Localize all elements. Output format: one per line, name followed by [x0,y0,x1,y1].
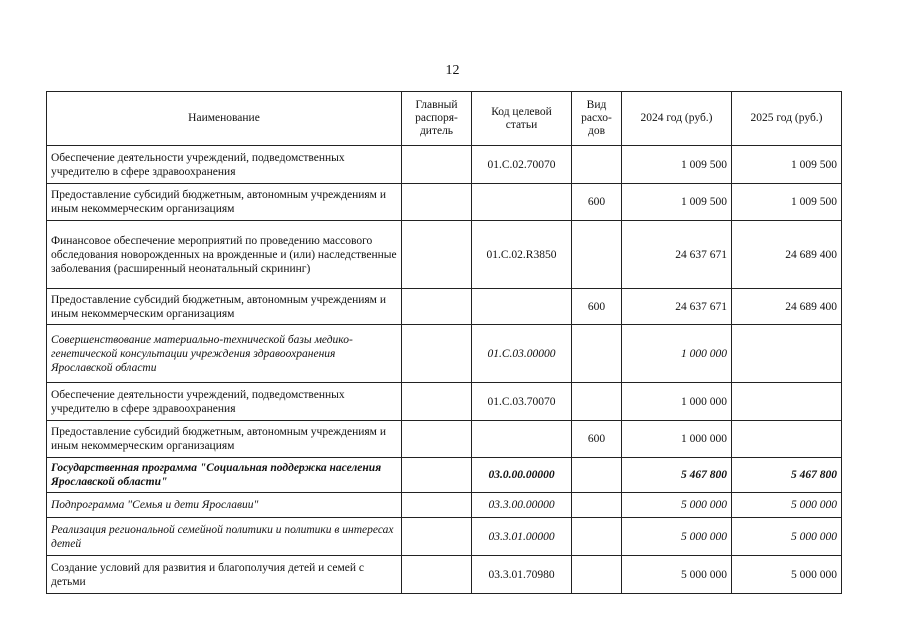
row-2025 [732,383,842,421]
table-row [47,184,842,221]
row-name: Предоставление субсидий бюджетным, автономным учреждениям и иным некоммерческим организациям [47,184,402,221]
table-row [47,146,842,184]
table-row [47,421,842,458]
row-manager [402,383,472,421]
row-code: 03.3.01.70980 [472,556,572,594]
row-manager [402,493,472,518]
row-code [472,421,572,458]
row-2025: 5 467 800 [732,458,842,493]
header-code: Код целевой статьи [472,92,572,146]
row-2024: 1 000 000 [622,383,732,421]
row-2025: 5 000 000 [732,556,842,594]
row-2025 [732,421,842,458]
row-code [472,289,572,325]
row-type [572,518,622,556]
row-2024: 5 000 000 [622,518,732,556]
row-type [572,146,622,184]
row-name: Обеспечение деятельности учреждений, подведомственных учредителю в сфере здравоохранения [47,383,402,421]
row-manager [402,325,472,383]
row-name: Подпрограмма "Семья и дети Ярославии" [47,493,402,518]
header-name: Наименование [47,92,402,146]
table-row [47,518,842,556]
row-2024: 5 000 000 [622,493,732,518]
row-2024: 1 000 000 [622,421,732,458]
table-row [47,383,842,421]
row-2024: 24 637 671 [622,221,732,289]
row-code: 01.С.03.00000 [472,325,572,383]
table-row [47,221,842,289]
row-2024: 1 000 000 [622,325,732,383]
row-2025: 24 689 400 [732,289,842,325]
header-manager: Главный распоря-дитель [402,92,472,146]
row-2025: 24 689 400 [732,221,842,289]
row-2025: 5 000 000 [732,493,842,518]
row-manager [402,146,472,184]
row-name: Создание условий для развития и благополучия детей и семей с детьми [47,556,402,594]
row-2024: 1 009 500 [622,146,732,184]
row-type [572,221,622,289]
budget-table [46,91,842,594]
row-type: 600 [572,421,622,458]
row-code: 03.3.00.00000 [472,493,572,518]
table-row [47,458,842,493]
row-2025: 1 009 500 [732,146,842,184]
row-2024: 5 467 800 [622,458,732,493]
row-2024: 24 637 671 [622,289,732,325]
header-type: Вид расхо-дов [572,92,622,146]
row-2024: 5 000 000 [622,556,732,594]
row-manager [402,518,472,556]
row-name: Финансовое обеспечение мероприятий по проведению массового обследования новорожденных на врожденные и (или) наследственные заболевания (расширенный неонатальный скрининг) [47,221,402,289]
row-2025: 1 009 500 [732,184,842,221]
page-number: 12 [445,63,460,78]
row-name: Государственная программа "Социальная поддержка населения Ярославской области" [47,458,402,493]
table-row [47,289,842,325]
row-code: 01.С.03.70070 [472,383,572,421]
row-manager [402,556,472,594]
row-name: Предоставление субсидий бюджетным, автономным учреждениям и иным некоммерческим организациям [47,289,402,325]
row-name: Предоставление субсидий бюджетным, автономным учреждениям и иным некоммерческим организациям [47,421,402,458]
row-name: Обеспечение деятельности учреждений, подведомственных учредителю в сфере здравоохранения [47,146,402,184]
row-type [572,556,622,594]
row-manager [402,289,472,325]
row-2025: 5 000 000 [732,518,842,556]
row-name: Реализация региональной семейной политики и политики в интересах детей [47,518,402,556]
header-2025: 2025 год (руб.) [732,92,842,146]
row-manager [402,458,472,493]
row-type [572,325,622,383]
row-code: 03.0.00.00000 [472,458,572,493]
row-type [572,383,622,421]
row-manager [402,221,472,289]
row-2025 [732,325,842,383]
table-row [47,493,842,518]
row-manager [402,421,472,458]
row-type: 600 [572,184,622,221]
row-code: 01.С.02.70070 [472,146,572,184]
table-row [47,556,842,594]
table-header-row [47,92,842,146]
row-2024: 1 009 500 [622,184,732,221]
row-type: 600 [572,289,622,325]
header-2024: 2024 год (руб.) [622,92,732,146]
row-code: 03.3.01.00000 [472,518,572,556]
row-type [572,493,622,518]
row-manager [402,184,472,221]
row-code: 01.С.02.R3850 [472,221,572,289]
row-code [472,184,572,221]
table-row [47,325,842,383]
row-type [572,458,622,493]
row-name: Совершенствование материально-технической базы медико-генетической консультации учреждения здравоохранения Ярославской области [47,325,402,383]
